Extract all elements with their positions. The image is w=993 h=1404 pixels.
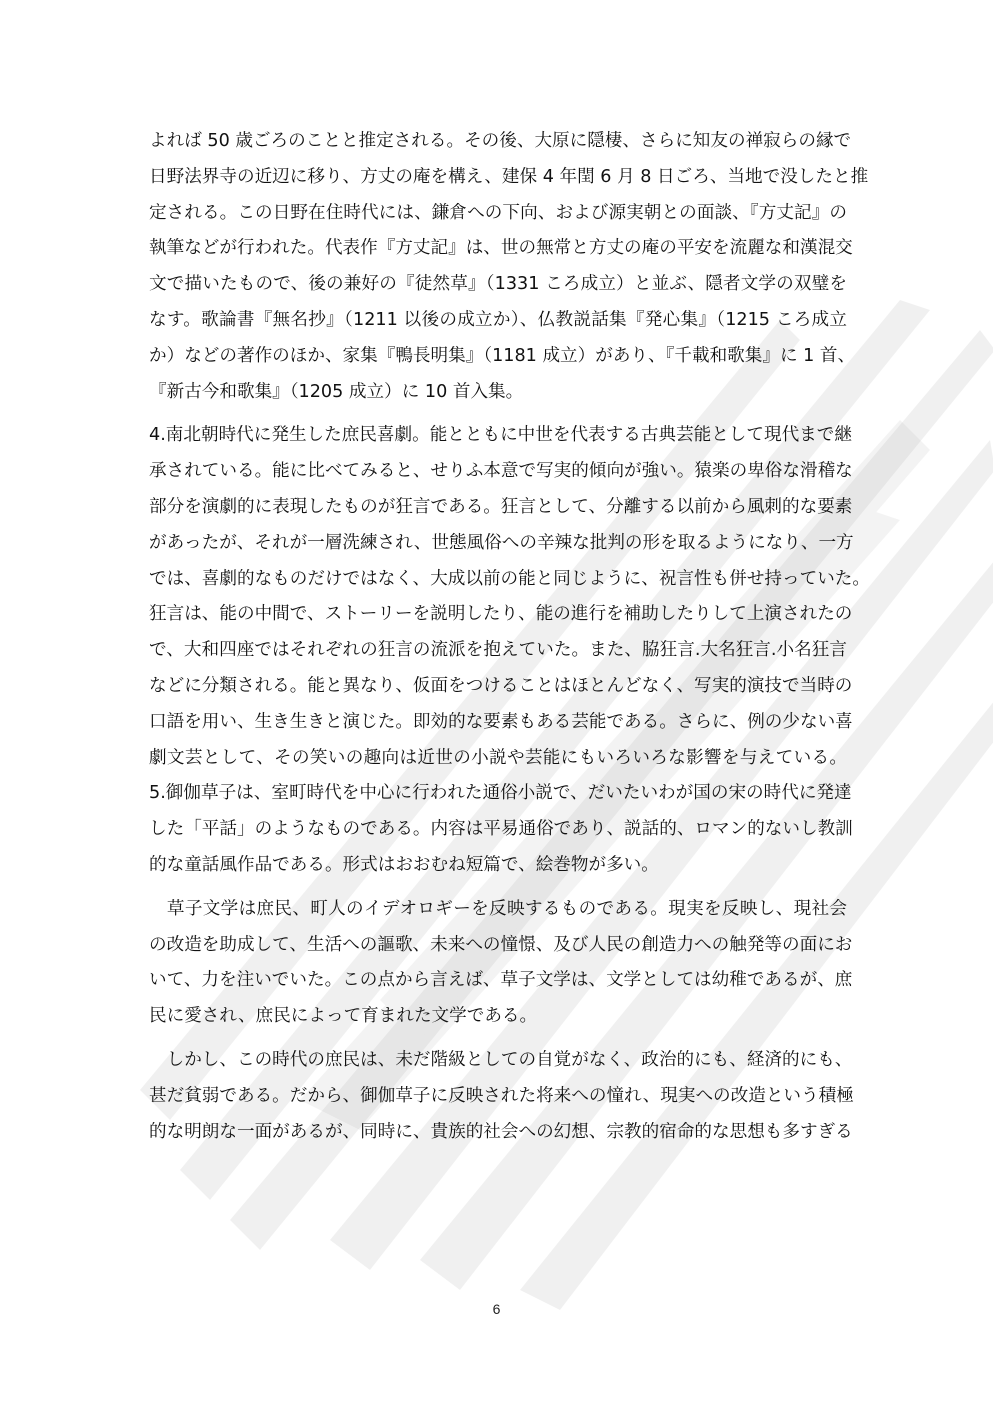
text-line: しかし、この時代の庶民は、未だ階級としての自覚がなく、政治的にも、経済的にも、: [149, 1049, 853, 1070]
text-line: 『新古今和歌集』（1205 成立）に 10 首入集。: [149, 381, 524, 402]
text-line: 執筆などが行われた。代表作『方丈記』は、世の無常と方丈の庵の平安を流麗な和漢混交: [149, 238, 853, 259]
text-line: 口語を用い、生き生きと演じた。即効的な要素もある芸能である。さらに、例の少ない喜: [149, 711, 853, 732]
body-text: [149, 124, 870, 1150]
text-line: 狂言は、能の中間で、ストーリーを説明したり、能の進行を補助したりして上演されたの: [149, 604, 853, 625]
text-line: 甚だ貧弱である。だから、御伽草子に反映された将来への憧れ、現実への改造という積極: [149, 1085, 854, 1106]
paragraph-gap: [149, 884, 847, 892]
text-line: 劇文芸として、その笑いの趣向は近世の小説や芸能にもいろいろな影響を与えている。: [149, 747, 847, 768]
text-line: よれば 50 歳ごろのことと推定される。その後、大原に隠棲、さらに知友の禅寂らの縁で: [149, 131, 852, 151]
text-line: があったが、それが一層洗練され、世態風俗への辛辣な批判の形を取るようになり、一方: [149, 532, 854, 553]
text-line: 的な童話風作品である。形式はおおむね短篇で、絵巻物が多い。: [149, 854, 659, 875]
text-line: なす。歌論書『無名抄』（1211 以後の成立か）、仏教説話集『発心集』（1215 ころ成立: [149, 309, 847, 330]
text-line: 草子文学は庶民、町人のイデオロギーを反映するものである。現実を反映し、現社会: [149, 898, 847, 919]
text-line: 的な明朗な一面があるが、同時に、貴族的社会への幻想、宗教的宿命的な思想も多すぎる: [149, 1121, 853, 1142]
text-line: 承されている。能に比べてみると、せりふ本意で写実的傾向が強い。猿楽の卑俗な滑稽な: [149, 461, 853, 482]
text-line: の改造を助成して、生活への謳歌、未来への憧憬、及び人民の創造力への触発等の面にお: [149, 934, 853, 955]
text-line: 部分を演劇的に表現したものが狂言である。狂言として、分離する以前から風刺的な要素: [149, 496, 853, 517]
text-line: した「平話」のようなものである。内容は平易通俗であり、説話的、ロマン的ないし教訓: [149, 819, 853, 840]
text-line: などに分類される。能と異なり、仮面をつけることはほとんどなく、写実的演技で当時の: [149, 675, 853, 696]
text-line: では、喜劇的なものだけではなく、大成以前の能と同じように、祝言性も併せ持っていた。: [149, 568, 870, 589]
paragraph-gap: [149, 410, 847, 418]
paragraph-2: [149, 418, 870, 883]
text-line: か）などの著作のほか、家集『鴨長明集』（1181 成立）があり、『千載和歌集』に 1 首、: [149, 345, 856, 366]
text-line: 5.御伽草子は、室町時代を中心に行われた通俗小説で、だいたいわが国の宋の時代に発達: [149, 783, 852, 804]
text-line: 定される。この日野在住時代には、鎌倉への下向、および源実朝との面談、『方丈記』の: [149, 202, 847, 223]
text-line: 4.南北朝時代に発生した庶民喜劇。能とともに中世を代表する古典芸能として現代まで継: [149, 425, 852, 446]
paragraph-4: [149, 1043, 854, 1150]
text-line: 民に愛され、庶民によって育まれた文学である。: [149, 1006, 538, 1027]
page-number: 6: [492, 1301, 501, 1317]
paragraph-gap: [149, 1035, 847, 1043]
text-line: 日野法界寺の近辺に移り、方丈の庵を構え、建保 4 年閏 6 月 8 日ごろ、当地で没したと推: [149, 166, 869, 187]
paragraph-3: [149, 892, 853, 1035]
paragraph-1: [149, 124, 869, 410]
text-line: いて、力を注いでいた。この点から言えば、草子文学は、文学としては幼稚であるが、庶: [149, 970, 853, 991]
text-line: 文で描いたもので、後の兼好の『徒然草』（1331 ころ成立）と並ぶ、隠者文学の双璧を: [149, 274, 847, 295]
text-line: で、大和四座ではそれぞれの狂言の流派を抱えていた。また、脇狂言.大名狂言.小名狂言: [149, 640, 847, 661]
